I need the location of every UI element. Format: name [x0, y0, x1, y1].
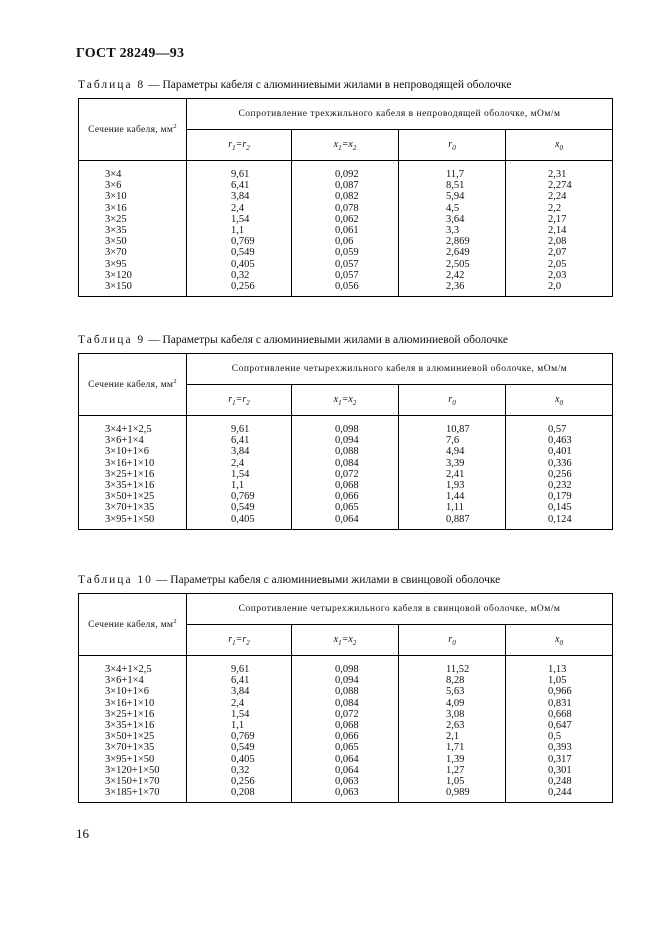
- section-header-unit-power: 2: [173, 123, 177, 131]
- table-8-block: [78, 79, 612, 297]
- symbol: x: [333, 393, 339, 405]
- resistance-value-cell: 0,549: [187, 247, 292, 258]
- resistance-value-cell: 0,092: [292, 161, 399, 181]
- cable-section-cell: 3×35: [79, 225, 187, 236]
- resistance-group-header: Сопротивление трехжильного кабеля в непроводящей оболочке, мОм/м: [187, 99, 613, 130]
- resistance-value-cell: 0,064: [292, 765, 399, 776]
- table-row: [79, 776, 613, 787]
- resistance-value-cell: 0,831: [506, 698, 613, 709]
- cable-section-cell: 3×120: [79, 270, 187, 281]
- cable-section-cell: 3×25: [79, 214, 187, 225]
- table-header-row: [79, 354, 613, 385]
- resistance-column-header: [187, 625, 292, 656]
- resistance-value-cell: 0,088: [292, 686, 399, 697]
- table-row: [79, 731, 613, 742]
- resistance-value-cell: 0,647: [506, 720, 613, 731]
- resistance-value-cell: 0,064: [292, 514, 399, 530]
- cable-section-cell: 3×6+1×4: [79, 675, 187, 686]
- cable-section-cell: 3×70: [79, 247, 187, 258]
- resistance-value-cell: 0,336: [506, 458, 613, 469]
- resistance-value-cell: 5,94: [399, 191, 506, 202]
- table-row: [79, 514, 613, 530]
- resistance-value-cell: 6,41: [187, 675, 292, 686]
- resistance-value-cell: 5,63: [399, 686, 506, 697]
- resistance-value-cell: 9,61: [187, 416, 292, 436]
- resistance-value-cell: 0,301: [506, 765, 613, 776]
- symbol-index: 2: [352, 638, 357, 647]
- symbol: r: [448, 633, 453, 645]
- resistance-value-cell: 2,42: [399, 270, 506, 281]
- cable-section-cell: 3×50: [79, 236, 187, 247]
- resistance-value-cell: 1,11: [399, 502, 506, 513]
- table-row: [79, 270, 613, 281]
- table-row: [79, 180, 613, 191]
- symbol: r: [228, 393, 233, 405]
- symbol: r: [448, 138, 453, 150]
- resistance-value-cell: 0,248: [506, 776, 613, 787]
- resistance-value-cell: 2,31: [506, 161, 613, 181]
- resistance-value-cell: 0,145: [506, 502, 613, 513]
- resistance-value-cell: 0,061: [292, 225, 399, 236]
- symbol-separator: =: [235, 393, 243, 405]
- table-row: [79, 675, 613, 686]
- cable-section-cell: 3×70+1×35: [79, 502, 187, 513]
- table-row: [79, 709, 613, 720]
- resistance-value-cell: 0,405: [187, 754, 292, 765]
- table-row: [79, 435, 613, 446]
- resistance-column-header: [506, 385, 613, 416]
- resistance-value-cell: 0,057: [292, 259, 399, 270]
- resistance-value-cell: 0,062: [292, 214, 399, 225]
- resistance-value-cell: 0,068: [292, 480, 399, 491]
- cable-section-cell: 3×35+1×16: [79, 480, 187, 491]
- resistance-value-cell: 0,405: [187, 514, 292, 530]
- symbol: r: [242, 138, 247, 150]
- resistance-value-cell: 2,4: [187, 203, 292, 214]
- table-caption: [78, 79, 612, 91]
- section-header-label: Сечение кабеля, мм: [88, 380, 174, 391]
- cable-section-cell: 3×4+1×2,5: [79, 656, 187, 676]
- resistance-group-header: Сопротивление четырехжильного кабеля в свинцовой оболочке, мОм/м: [187, 594, 613, 625]
- resistance-column-header: [506, 625, 613, 656]
- resistance-value-cell: 9,61: [187, 161, 292, 181]
- symbol: r: [228, 138, 233, 150]
- resistance-value-cell: 2,649: [399, 247, 506, 258]
- symbol: x: [348, 138, 353, 150]
- symbol-index: 0: [559, 638, 563, 647]
- cable-section-cell: 3×120+1×50: [79, 765, 187, 776]
- cable-section-cell: 3×16+1×10: [79, 458, 187, 469]
- symbol: x: [348, 393, 353, 405]
- resistance-value-cell: 0,098: [292, 416, 399, 436]
- resistance-value-cell: 0,072: [292, 709, 399, 720]
- resistance-value-cell: 2,869: [399, 236, 506, 247]
- resistance-value-cell: 3,64: [399, 214, 506, 225]
- resistance-value-cell: 11,52: [399, 656, 506, 676]
- table-row: [79, 191, 613, 202]
- resistance-value-cell: 0,57: [506, 416, 613, 436]
- symbol-separator: =: [235, 633, 243, 645]
- resistance-column-header: [292, 385, 399, 416]
- resistance-value-cell: 0,057: [292, 270, 399, 281]
- resistance-value-cell: 0,063: [292, 787, 399, 803]
- table-row: [79, 247, 613, 258]
- resistance-value-cell: 0,549: [187, 502, 292, 513]
- resistance-value-cell: 0,059: [292, 247, 399, 258]
- data-table: [78, 593, 613, 803]
- resistance-value-cell: 2,03: [506, 270, 613, 281]
- resistance-value-cell: 0,124: [506, 514, 613, 530]
- table-row: [79, 203, 613, 214]
- section-column-header: [79, 354, 187, 416]
- table-row: [79, 469, 613, 480]
- table-caption: [78, 574, 612, 586]
- resistance-value-cell: 1,05: [399, 776, 506, 787]
- resistance-value-cell: 2,08: [506, 236, 613, 247]
- resistance-value-cell: 11,7: [399, 161, 506, 181]
- cable-section-cell: 3×6+1×4: [79, 435, 187, 446]
- cable-section-cell: 3×16: [79, 203, 187, 214]
- resistance-value-cell: 2,05: [506, 259, 613, 270]
- resistance-value-cell: 0,179: [506, 491, 613, 502]
- table-row: [79, 225, 613, 236]
- table-header-row: [79, 594, 613, 625]
- cable-section-cell: 3×50+1×25: [79, 731, 187, 742]
- resistance-value-cell: 0,256: [187, 281, 292, 297]
- resistance-value-cell: 1,1: [187, 480, 292, 491]
- table-row: [79, 259, 613, 270]
- resistance-value-cell: 2,2: [506, 203, 613, 214]
- resistance-value-cell: 3,84: [187, 446, 292, 457]
- resistance-value-cell: 2,36: [399, 281, 506, 297]
- resistance-value-cell: 0,989: [399, 787, 506, 803]
- resistance-value-cell: 0,06: [292, 236, 399, 247]
- resistance-value-cell: 2,17: [506, 214, 613, 225]
- table-header-row: [79, 99, 613, 130]
- cable-section-cell: 3×150+1×70: [79, 776, 187, 787]
- symbol-index: 0: [452, 638, 456, 647]
- resistance-value-cell: 0,078: [292, 203, 399, 214]
- resistance-value-cell: 2,0: [506, 281, 613, 297]
- resistance-value-cell: 8,51: [399, 180, 506, 191]
- resistance-value-cell: 0,405: [187, 259, 292, 270]
- symbol-separator: =: [235, 138, 243, 150]
- symbol-index: 0: [559, 143, 563, 152]
- section-column-header: [79, 99, 187, 161]
- resistance-value-cell: 2,14: [506, 225, 613, 236]
- resistance-column-header: [187, 385, 292, 416]
- cable-section-cell: 3×95+1×50: [79, 754, 187, 765]
- symbol-separator: =: [341, 138, 349, 150]
- table-head: [79, 354, 613, 416]
- resistance-column-header: [292, 625, 399, 656]
- symbol-index: 1: [338, 398, 342, 407]
- resistance-value-cell: 0,256: [187, 776, 292, 787]
- resistance-value-cell: 1,05: [506, 675, 613, 686]
- resistance-value-cell: 0,32: [187, 765, 292, 776]
- section-header-unit-power: 2: [173, 618, 177, 626]
- resistance-value-cell: 2,274: [506, 180, 613, 191]
- symbol: x: [348, 633, 353, 645]
- resistance-value-cell: 1,27: [399, 765, 506, 776]
- resistance-value-cell: 1,54: [187, 214, 292, 225]
- resistance-value-cell: 2,4: [187, 698, 292, 709]
- table-row: [79, 214, 613, 225]
- resistance-value-cell: 4,94: [399, 446, 506, 457]
- resistance-value-cell: 0,32: [187, 270, 292, 281]
- table-row: [79, 502, 613, 513]
- resistance-value-cell: 0,232: [506, 480, 613, 491]
- resistance-value-cell: 1,1: [187, 225, 292, 236]
- cable-section-cell: 3×70+1×35: [79, 742, 187, 753]
- resistance-value-cell: 6,41: [187, 435, 292, 446]
- resistance-value-cell: 7,6: [399, 435, 506, 446]
- resistance-value-cell: 0,244: [506, 787, 613, 803]
- cable-section-cell: 3×10: [79, 191, 187, 202]
- resistance-value-cell: 1,39: [399, 754, 506, 765]
- symbol: r: [228, 633, 233, 645]
- table-caption-text: — Параметры кабеля с алюминиевыми жилами в свинцовой оболочке: [152, 574, 501, 586]
- resistance-value-cell: 0,072: [292, 469, 399, 480]
- resistance-value-cell: 0,068: [292, 720, 399, 731]
- resistance-group-header: Сопротивление четырехжильного кабеля в алюминиевой оболочке, мОм/м: [187, 354, 613, 385]
- resistance-value-cell: 9,61: [187, 656, 292, 676]
- resistance-value-cell: 0,098: [292, 656, 399, 676]
- table-row: [79, 491, 613, 502]
- table-row: [79, 416, 613, 436]
- resistance-value-cell: 3,39: [399, 458, 506, 469]
- table-caption-label: Таблица 10: [78, 574, 153, 586]
- resistance-column-header: [187, 130, 292, 161]
- table-caption: [78, 334, 612, 346]
- resistance-value-cell: 2,24: [506, 191, 613, 202]
- resistance-value-cell: 0,063: [292, 776, 399, 787]
- symbol-index: 2: [246, 143, 250, 152]
- table-row: [79, 236, 613, 247]
- table-head: [79, 99, 613, 161]
- table-row: [79, 742, 613, 753]
- table-body: [79, 416, 613, 530]
- cable-section-cell: 3×95+1×50: [79, 514, 187, 530]
- resistance-value-cell: 0,463: [506, 435, 613, 446]
- table-row: [79, 161, 613, 181]
- cable-section-cell: 3×4: [79, 161, 187, 181]
- table-row: [79, 698, 613, 709]
- resistance-value-cell: 0,082: [292, 191, 399, 202]
- cable-section-cell: 3×25+1×16: [79, 709, 187, 720]
- resistance-value-cell: 0,064: [292, 754, 399, 765]
- resistance-value-cell: 0,887: [399, 514, 506, 530]
- resistance-value-cell: 2,63: [399, 720, 506, 731]
- symbol: r: [242, 633, 247, 645]
- symbol-index: 2: [246, 398, 250, 407]
- resistance-column-header: [399, 385, 506, 416]
- resistance-column-header: [506, 130, 613, 161]
- table-row: [79, 720, 613, 731]
- resistance-value-cell: 0,094: [292, 675, 399, 686]
- resistance-value-cell: 1,54: [187, 469, 292, 480]
- symbol-index: 1: [232, 638, 236, 647]
- resistance-value-cell: 3,84: [187, 191, 292, 202]
- symbol-index: 1: [338, 638, 342, 647]
- resistance-value-cell: 0,084: [292, 458, 399, 469]
- resistance-value-cell: 0,065: [292, 502, 399, 513]
- symbol-index: 0: [452, 398, 456, 407]
- symbol: x: [555, 393, 560, 405]
- resistance-value-cell: 0,317: [506, 754, 613, 765]
- resistance-value-cell: 0,769: [187, 491, 292, 502]
- symbol: x: [333, 138, 339, 150]
- resistance-value-cell: 1,1: [187, 720, 292, 731]
- cable-section-cell: 3×95: [79, 259, 187, 270]
- resistance-value-cell: 0,256: [506, 469, 613, 480]
- resistance-value-cell: 4,5: [399, 203, 506, 214]
- cable-section-cell: 3×10+1×6: [79, 686, 187, 697]
- resistance-value-cell: 0,549: [187, 742, 292, 753]
- resistance-value-cell: 0,5: [506, 731, 613, 742]
- table-body: [79, 161, 613, 297]
- table-row: [79, 446, 613, 457]
- table-row: [79, 765, 613, 776]
- symbol: x: [555, 633, 560, 645]
- resistance-value-cell: 0,084: [292, 698, 399, 709]
- resistance-value-cell: 0,088: [292, 446, 399, 457]
- resistance-value-cell: 3,84: [187, 686, 292, 697]
- cable-section-cell: 3×185+1×70: [79, 787, 187, 803]
- page-number: 16: [76, 826, 89, 841]
- resistance-column-header: [292, 130, 399, 161]
- symbol-separator: =: [341, 393, 349, 405]
- resistance-value-cell: 8,28: [399, 675, 506, 686]
- resistance-value-cell: 1,54: [187, 709, 292, 720]
- resistance-value-cell: 0,393: [506, 742, 613, 753]
- resistance-value-cell: 6,41: [187, 180, 292, 191]
- cable-section-cell: 3×4+1×2,5: [79, 416, 187, 436]
- table-row: [79, 787, 613, 803]
- section-header-label: Сечение кабеля, мм: [88, 125, 174, 136]
- resistance-value-cell: 3,3: [399, 225, 506, 236]
- table-9-block: [78, 334, 612, 530]
- symbol: x: [333, 633, 339, 645]
- symbol-index: 1: [338, 143, 342, 152]
- resistance-value-cell: 10,87: [399, 416, 506, 436]
- resistance-value-cell: 0,769: [187, 236, 292, 247]
- cable-section-cell: 3×6: [79, 180, 187, 191]
- resistance-value-cell: 2,07: [506, 247, 613, 258]
- resistance-value-cell: 0,065: [292, 742, 399, 753]
- symbol-index: 2: [352, 398, 357, 407]
- section-header-label: Сечение кабеля, мм: [88, 620, 174, 631]
- table-row: [79, 281, 613, 297]
- resistance-value-cell: 0,668: [506, 709, 613, 720]
- resistance-value-cell: 0,401: [506, 446, 613, 457]
- symbol: r: [448, 393, 453, 405]
- table-caption-label: Таблица 8: [78, 79, 146, 91]
- resistance-value-cell: 1,44: [399, 491, 506, 502]
- resistance-column-header: [399, 625, 506, 656]
- resistance-value-cell: 0,208: [187, 787, 292, 803]
- document-header: ГОСТ 28249—93: [76, 46, 185, 61]
- table-row: [79, 686, 613, 697]
- resistance-value-cell: 0,056: [292, 281, 399, 297]
- resistance-value-cell: 0,769: [187, 731, 292, 742]
- table-head: [79, 594, 613, 656]
- resistance-value-cell: 2,4: [187, 458, 292, 469]
- resistance-value-cell: 0,094: [292, 435, 399, 446]
- cable-section-cell: 3×50+1×25: [79, 491, 187, 502]
- symbol-index: 2: [246, 638, 250, 647]
- resistance-value-cell: 1,13: [506, 656, 613, 676]
- resistance-value-cell: 2,41: [399, 469, 506, 480]
- table-row: [79, 480, 613, 491]
- symbol-index: 1: [232, 398, 236, 407]
- table-row: [79, 656, 613, 676]
- cable-section-cell: 3×10+1×6: [79, 446, 187, 457]
- resistance-value-cell: 0,966: [506, 686, 613, 697]
- resistance-value-cell: 4,09: [399, 698, 506, 709]
- resistance-value-cell: 1,71: [399, 742, 506, 753]
- symbol-index: 2: [352, 143, 357, 152]
- section-header-unit-power: 2: [173, 378, 177, 386]
- symbol: x: [555, 138, 560, 150]
- symbol: r: [242, 393, 247, 405]
- data-table: [78, 353, 613, 530]
- cable-section-cell: 3×25+1×16: [79, 469, 187, 480]
- symbol-separator: =: [341, 633, 349, 645]
- table-caption-text: — Параметры кабеля с алюминиевыми жилами в алюминиевой оболочке: [145, 334, 508, 346]
- resistance-value-cell: 1,93: [399, 480, 506, 491]
- resistance-value-cell: 2,1: [399, 731, 506, 742]
- table-body: [79, 656, 613, 803]
- table-row: [79, 754, 613, 765]
- cable-section-cell: 3×16+1×10: [79, 698, 187, 709]
- table-caption-label: Таблица 9: [78, 334, 146, 346]
- table-10-block: [78, 574, 612, 803]
- table-caption-text: — Параметры кабеля с алюминиевыми жилами в непроводящей оболочке: [145, 79, 512, 91]
- symbol-index: 1: [232, 143, 236, 152]
- resistance-column-header: [399, 130, 506, 161]
- section-column-header: [79, 594, 187, 656]
- resistance-value-cell: 0,087: [292, 180, 399, 191]
- resistance-value-cell: 3,08: [399, 709, 506, 720]
- cable-section-cell: 3×150: [79, 281, 187, 297]
- symbol-index: 0: [452, 143, 456, 152]
- resistance-value-cell: 2,505: [399, 259, 506, 270]
- resistance-value-cell: 0,066: [292, 731, 399, 742]
- cable-section-cell: 3×35+1×16: [79, 720, 187, 731]
- symbol-index: 0: [559, 398, 563, 407]
- resistance-value-cell: 0,066: [292, 491, 399, 502]
- table-row: [79, 458, 613, 469]
- data-table: [78, 98, 613, 297]
